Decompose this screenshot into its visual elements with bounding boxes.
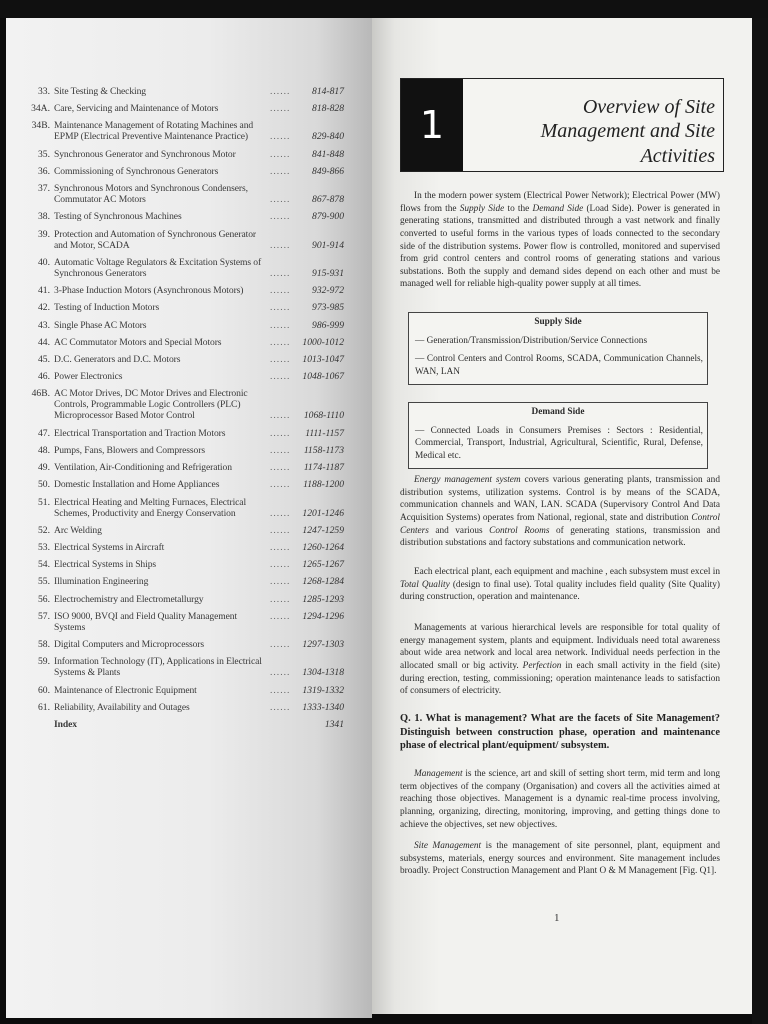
toc-entry <box>28 428 344 439</box>
toc-entry <box>28 525 344 536</box>
toc-entry-number: 37. <box>38 183 50 195</box>
toc-entry-leader: ...... <box>270 701 291 713</box>
toc-entry-number: 54. <box>38 559 50 571</box>
toc-entry-page: 1158-1173 <box>303 444 344 456</box>
toc-entry-page: 867-878 <box>312 194 344 206</box>
demand-side-term: Demand Side <box>532 203 584 214</box>
toc-entry-title: Synchronous Generator and Synchronous Motor <box>54 148 236 160</box>
toc-entry-number: 51. <box>38 496 50 508</box>
toc-entry-leader: ...... <box>270 371 291 383</box>
toc-entry-page: 1068-1110 <box>303 410 344 422</box>
chapter-number: 1 <box>401 79 463 171</box>
supply-side-term: Supply Side <box>459 203 505 214</box>
toc-entry-page: 841-848 <box>312 148 344 160</box>
toc-entry-page: 973-985 <box>312 302 344 314</box>
toc-entry-page: 829-840 <box>312 131 344 143</box>
toc-entry-number: 48. <box>38 444 50 456</box>
toc-entry <box>28 257 344 279</box>
toc-entry <box>28 285 344 296</box>
demand-side-line: — Connected Loads in Consumers Premises : Sectors : Residential, Commercial, Transport, Industrial, Agricultural, Scientific, Rural, Defense, Medical etc. <box>415 425 703 461</box>
toc-entry-leader: ...... <box>270 267 291 279</box>
toc-entry-number: 50. <box>38 479 50 491</box>
toc-entry-number: 44. <box>38 336 50 348</box>
toc-entry-leader: ...... <box>270 542 291 554</box>
toc-entry <box>28 559 344 570</box>
toc-entry-title: Testing of Induction Motors <box>54 302 160 314</box>
toc-entry-title: Care, Servicing and Maintenance of Motors <box>54 103 219 115</box>
site-management-paragraph: Site Management is the management of site personnel, plant, equipment and subsystems, materials, energy sources and environment. Site management includes broadly. Project Construction Management and Plant O & M Management [Fig. Q1]. <box>400 841 720 877</box>
toc-entry-number: 53. <box>38 542 50 554</box>
toc-entry-number: 61. <box>38 701 50 713</box>
toc-entry-title: Site Testing & Checking <box>54 86 146 97</box>
management-definition-paragraph: Management is the science, art and skill of setting short term, mid term and long term objectives of the company (Organisation) and covers all the activities aimed at reaching those objectives. Management is a dynamic real-time process involving, planning, organizing, directing, monitoring, improving, and getting things done to achieve the objectives, set new objectives. <box>400 769 720 830</box>
toc-entry-number: 57. <box>38 610 50 622</box>
toc-entry-title: Maintenance Management of Rotating Machines and EPMP (Electrical Preventive Maintenance Practice) <box>54 120 254 143</box>
toc-entry <box>28 337 344 348</box>
toc-entry <box>28 354 344 365</box>
toc-entry-number: 40. <box>38 256 50 268</box>
toc-entry <box>28 479 344 490</box>
toc-entry-leader: ...... <box>270 576 291 588</box>
toc-entry-title: Automatic Voltage Regulators & Excitation Systems of Synchronous Generators <box>54 256 262 279</box>
toc-entry-number: 36. <box>38 165 50 177</box>
toc-entry-title: Electrochemistry and Electrometallurgy <box>54 593 204 605</box>
toc-entry-page: 879-900 <box>312 211 344 223</box>
page-number: 1 <box>554 912 560 924</box>
toc-entry-number: 35. <box>38 148 50 160</box>
toc-entry-title: Maintenance of Electronic Equipment <box>54 684 197 696</box>
toc-entry-leader: ...... <box>270 444 291 456</box>
toc-entry-page: 1268-1284 <box>302 576 344 588</box>
toc-entry-leader: ...... <box>270 239 291 251</box>
toc-entry-page: 915-931 <box>312 267 344 279</box>
toc-entry-title: AC Commutator Motors and Special Motors <box>54 336 222 348</box>
toc-entry-number: 60. <box>38 684 50 696</box>
toc-entry-number: 42. <box>38 302 50 314</box>
toc-entry <box>28 462 344 473</box>
toc-entry <box>28 445 344 456</box>
toc-entry-title: Pumps, Fans, Blowers and Compressors <box>54 444 205 456</box>
toc-entry-leader: ...... <box>270 410 291 422</box>
toc-entry-page: 1000-1012 <box>302 336 344 348</box>
toc-entry <box>28 302 344 313</box>
chapter-header <box>400 78 724 172</box>
chapter-title: Overview of Site Management and Site Activities <box>540 96 715 167</box>
toc-entry-page: 1333-1340 <box>302 701 344 713</box>
toc-entry-page: 1111-1157 <box>305 427 344 439</box>
toc-entry-page: 1260-1264 <box>302 542 344 554</box>
toc-entry <box>28 497 344 519</box>
toc-entry <box>28 702 344 713</box>
toc-entry-leader: ...... <box>270 194 291 206</box>
toc-entry <box>28 611 344 633</box>
toc-entry-title: Electrical Systems in Ships <box>54 559 157 571</box>
demand-side-title: Demand Side <box>531 407 585 417</box>
toc-entry-title: Electrical Heating and Melting Furnaces, Electrical Schemes, Productivity and Energy Conservation <box>54 496 247 519</box>
toc-entry-number: 41. <box>38 285 50 297</box>
toc-entry-title: Index <box>54 719 77 731</box>
toc-entry-page: 1188-1200 <box>303 479 344 491</box>
toc-entry <box>28 229 344 251</box>
toc-entry-page: 814-817 <box>312 86 344 97</box>
toc-entry-number: 39. <box>38 228 50 240</box>
toc-entry-page: 1285-1293 <box>302 593 344 605</box>
toc-entry-page: 1013-1047 <box>302 353 344 365</box>
toc-entry-leader: ...... <box>270 165 291 177</box>
toc-entry-page: 1048-1067 <box>302 371 344 383</box>
toc-entry-number: 33. <box>38 86 50 97</box>
toc-entry <box>28 86 344 97</box>
toc-entry-page: 1297-1303 <box>302 639 344 651</box>
toc-entry-page: 1265-1267 <box>302 559 344 571</box>
supply-side-line: — Control Centers and Control Rooms, SCADA, Communication Channels, WAN, LAN <box>415 354 703 377</box>
toc-entry-number: 56. <box>38 593 50 605</box>
toc-entry <box>28 719 344 730</box>
toc-entry <box>28 685 344 696</box>
toc-entry-leader: ...... <box>270 353 291 365</box>
toc-entry-number: 38. <box>38 211 50 223</box>
toc-entry-page: 932-972 <box>312 285 344 297</box>
toc-entry-leader: ...... <box>270 86 291 97</box>
toc-entry <box>28 576 344 587</box>
toc-entry-number: 43. <box>38 319 50 331</box>
toc-entry <box>28 656 344 678</box>
toc-entry <box>28 103 344 114</box>
toc-entry-number: 55. <box>38 576 50 588</box>
supply-side-line: — Generation/Transmission/Distribution/Service Connections <box>415 335 648 346</box>
toc-entry-title: D.C. Generators and D.C. Motors <box>54 353 181 365</box>
toc-entry-page: 1201-1246 <box>302 507 344 519</box>
energy-management-paragraph: Energy management system covers various generating plants, transmission and distribution systems, utilization systems. Control is by means of the SCADA, communication channels and WAN, LAN. SCADA (Supervisory Control And Data Acquisition Systems) operates from National, regional, state and distribution Control Centers and various Control Rooms of generating stations, transmission and distribution substations and factory substations and communication network. <box>400 475 721 549</box>
scan-right-border <box>752 18 768 1024</box>
toc-entry-leader: ...... <box>270 285 291 297</box>
toc-entry-number: 45. <box>38 353 50 365</box>
toc-entry <box>28 639 344 650</box>
toc-entry-title: Domestic Installation and Home Appliances <box>54 479 220 491</box>
toc-entry <box>28 594 344 605</box>
toc-entry-number: 34B. <box>31 120 50 132</box>
toc-entry-page: 901-914 <box>312 239 344 251</box>
toc-entry-page: 1247-1259 <box>302 524 344 536</box>
toc-entry-leader: ...... <box>270 559 291 571</box>
toc-entry-leader: ...... <box>270 211 291 223</box>
toc-entry-number: 47. <box>38 427 50 439</box>
toc-entry-leader: ...... <box>270 302 291 314</box>
toc-entry-title: ISO 9000, BVQI and Field Quality Management Systems <box>54 610 238 633</box>
toc-entry-number: 34A. <box>31 103 50 115</box>
demand-side-box <box>408 402 708 469</box>
toc-entry-page: 1341 <box>324 719 344 731</box>
toc-entry-page: 1304-1318 <box>302 667 344 679</box>
table-of-contents <box>28 86 344 736</box>
toc-entry <box>28 149 344 160</box>
toc-entry-page: 1294-1296 <box>302 610 344 622</box>
scan-top-border <box>0 0 768 18</box>
toc-entry-title: Ventilation, Air-Conditioning and Refrigeration <box>54 462 232 474</box>
supply-side-box <box>408 312 708 385</box>
toc-entry-title: Digital Computers and Microprocessors <box>54 639 205 651</box>
toc-entry-page: 818-828 <box>312 103 344 115</box>
toc-entry-title: Reliability, Availability and Outages <box>54 701 190 713</box>
intro-paragraph: In the modern power system (Electrical Power Network); Electrical Power (MW) flows from the Supply Side to the Demand Side (Load Side). Power is generated in generating stations, transmitted and distributed through a vast network and finally converted to useful forms in the various types of loads connected to the secondary side of the distribution systems. Power flow is controlled, monitored and supervised from grid control centers and control rooms of generating stations and various substations. Both the supply and demand sides depend on each other and must be managed well for reliable high-quality power supply at all times. <box>400 191 720 290</box>
toc-entry-leader: ...... <box>270 479 291 491</box>
toc-entry-title: Power Electronics <box>54 371 123 383</box>
toc-entry-number: 49. <box>38 462 50 474</box>
toc-entry-leader: ...... <box>270 427 291 439</box>
toc-entry-leader: ...... <box>270 148 291 160</box>
toc-entry-page: 849-866 <box>312 165 344 177</box>
question-1: Q. 1. What is management? What are the facets of Site Management? Distinguish between construction phase, operation and maintenance phase of electrical plant/equipment/ subsystem. <box>400 713 720 752</box>
toc-entry-leader: ...... <box>270 610 291 622</box>
toc-entry <box>28 542 344 553</box>
toc-entry-leader: ...... <box>270 336 291 348</box>
toc-entry <box>28 388 344 421</box>
toc-entry-number: 52. <box>38 524 50 536</box>
toc-entry-page: 1319-1332 <box>302 684 344 696</box>
toc-entry-leader: ...... <box>270 639 291 651</box>
toc-entry-title: Commissioning of Synchronous Generators <box>54 165 219 177</box>
toc-entry-leader: ...... <box>270 319 291 331</box>
toc-entry <box>28 371 344 382</box>
toc-entry-title: Synchronous Motors and Synchronous Condensers, Commutator AC Motors <box>54 183 248 206</box>
toc-entry-leader: ...... <box>270 131 291 143</box>
toc-entry-title: Electrical Systems in Aircraft <box>54 542 165 554</box>
toc-entry-title: Protection and Automation of Synchronous Generator and Motor, SCADA <box>54 228 257 251</box>
toc-entry-leader: ...... <box>270 684 291 696</box>
toc-entry-leader: ...... <box>270 593 291 605</box>
toc-entry-title: Information Technology (IT), Applications in Electrical Systems & Plants <box>54 656 262 679</box>
toc-entry-title: AC Motor Drives, DC Motor Drives and Electronic Controls, Programmable Logic Controllers (PLC) Microprocessor Based Motor Control <box>54 388 248 422</box>
toc-entry-number: 46. <box>38 371 50 383</box>
toc-entry-title: Single Phase AC Motors <box>54 319 147 331</box>
toc-entry <box>28 211 344 222</box>
toc-entry-number: 59. <box>38 656 50 668</box>
toc-entry <box>28 183 344 205</box>
toc-entry <box>28 320 344 331</box>
toc-entry-page: 1174-1187 <box>303 462 344 474</box>
toc-entry-leader: ...... <box>270 103 291 115</box>
toc-entry-title: Illumination Engineering <box>54 576 149 588</box>
toc-entry <box>28 166 344 177</box>
toc-entry <box>28 120 344 142</box>
toc-entry-number: 58. <box>38 639 50 651</box>
toc-entry-page: 986-999 <box>312 319 344 331</box>
toc-entry-leader: ...... <box>270 507 291 519</box>
supply-side-title: Supply Side <box>534 317 582 327</box>
toc-entry-title: Arc Welding <box>54 524 102 536</box>
toc-entry-leader: ...... <box>270 524 291 536</box>
toc-entry-title: Testing of Synchronous Machines <box>54 211 182 223</box>
toc-entry-title: Electrical Transportation and Traction Motors <box>54 427 226 439</box>
toc-entry-title: 3-Phase Induction Motors (Asynchronous Motors) <box>54 285 244 297</box>
toc-entry-number: 46B. <box>31 388 50 400</box>
toc-entry-leader: ...... <box>270 667 291 679</box>
total-quality-paragraph: Each electrical plant, each equipment and machine , each subsystem must excel in Total Quality (design to final use). Total quality includes field quality (Site Quality) during construction, operation and maintenance. <box>400 567 720 603</box>
managements-paragraph: Managements at various hierarchical levels are responsible for total quality of energy management system, plants and equipment. Individuals need total awareness about wide area network and local area network. Individual needs perfection in the allocated small or big activity. Perfection in each small activity in the field (site) during erection, testing, commissioning; operation maintenance leads to satisfaction of consumers of electricity. <box>400 623 721 697</box>
toc-entry-leader: ...... <box>270 462 291 474</box>
